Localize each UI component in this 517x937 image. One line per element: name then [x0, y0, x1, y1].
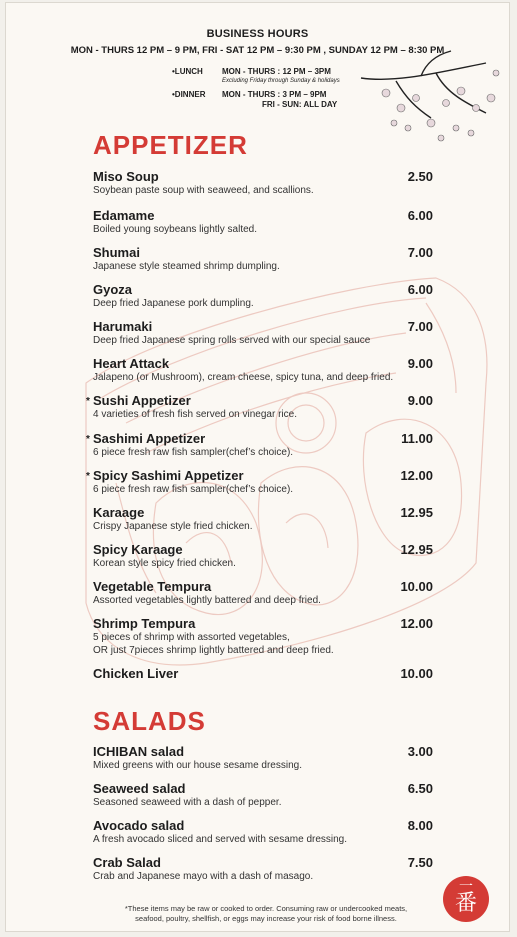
item-price: 12.95 [400, 505, 433, 520]
item-price: 12.00 [400, 468, 433, 483]
item-name: Seaweed salad [93, 781, 186, 796]
item-desc: 6 piece fresh raw fish sampler(chef’s choice). [93, 484, 294, 495]
hours-line: MON - THURS 12 PM – 9 PM, FRI - SAT 12 PM – 9:30 PM , SUNDAY 12 PM – 8:30 PM [70, 45, 445, 56]
item-price: 10.00 [400, 666, 433, 681]
item-name: Sushi Appetizer [93, 393, 191, 408]
menu-item [93, 542, 433, 570]
item-price: 7.00 [407, 245, 433, 260]
item-name: Sashimi Appetizer [93, 431, 206, 446]
item-name: Spicy Sashimi Appetizer [93, 468, 244, 483]
item-name: Shrimp Tempura [93, 616, 196, 631]
menu-item [93, 356, 433, 384]
item-name: Crab Salad [93, 855, 161, 870]
hours-title: BUSINESS HOURS [206, 28, 309, 40]
item-desc: Jalapeno (or Mushroom), cream cheese, spicy tuna, and deep fried. [93, 372, 394, 383]
item-price: 9.00 [407, 356, 433, 371]
menu-item [93, 855, 433, 883]
seal-char-2: 番 [454, 891, 477, 916]
item-name: Harumaki [93, 319, 153, 334]
menu-item [93, 781, 433, 809]
item-price: 2.50 [407, 169, 433, 184]
item-price: 12.95 [400, 542, 433, 557]
item-price: 9.00 [407, 393, 433, 408]
menu-item [93, 319, 433, 347]
item-desc: Japanese style steamed shrimp dumpling. [93, 261, 280, 272]
lunch-note: Excluding Friday through Sunday & holidays [222, 78, 340, 84]
item-name: Avocado salad [93, 818, 185, 833]
seal-char-1: 一 [459, 879, 473, 895]
item-price: 6.50 [407, 781, 433, 796]
item-price: 12.00 [400, 616, 433, 631]
menu-item [93, 666, 433, 681]
item-desc: Boiled young soybeans lightly salted. [93, 224, 257, 235]
menu-item [86, 431, 433, 459]
item-name: Gyoza [93, 282, 133, 297]
ichiban-seal-logo [443, 876, 489, 922]
disclaimer-line-2: seafood, poultry, shellfish, or eggs may increase your risk of food borne illness. [135, 914, 397, 923]
item-price: 10.00 [400, 579, 433, 594]
menu-item [93, 579, 433, 607]
dinner-time: MON - THURS : 3 PM – 9PM [222, 90, 327, 99]
menu-item [93, 505, 433, 533]
menu-item [93, 282, 433, 310]
item-desc: Assorted vegetables lightly battered and deep fried. [93, 595, 321, 606]
item-desc: 6 piece fresh raw fish sampler(chef’s choice). [93, 447, 294, 458]
dinner-label: •DINNER [172, 90, 206, 99]
item-name: ICHIBAN salad [93, 744, 185, 759]
appetizer-title: APPETIZER [93, 130, 248, 160]
cherry-branch [361, 51, 486, 118]
item-name: Edamame [93, 208, 155, 223]
menu-item [93, 818, 433, 846]
menu-item [93, 208, 433, 236]
raw-item-marker: * [86, 434, 90, 445]
item-name: Heart Attack [93, 356, 170, 371]
menu-item [86, 393, 433, 421]
menu-item [93, 169, 433, 197]
salads-title: SALADS [93, 706, 206, 736]
item-name: Chicken Liver [93, 666, 179, 681]
item-price: 8.00 [407, 818, 433, 833]
menu-item [93, 245, 433, 273]
item-desc: Soybean paste soup with seaweed, and scallions. [93, 185, 314, 196]
item-desc: 5 pieces of shrimp with assorted vegetables, [93, 632, 290, 643]
item-price: 6.00 [407, 282, 433, 297]
menu-page [5, 2, 510, 932]
item-price: 6.00 [407, 208, 433, 223]
item-price: 7.50 [407, 855, 433, 870]
item-desc-line2: OR just 7pieces shrimp lightly battered and deep fried. [93, 645, 334, 656]
item-desc: Korean style spicy fried chicken. [93, 558, 236, 569]
item-desc: 4 varieties of fresh fish served on vinegar rice. [93, 409, 297, 420]
item-name: Vegetable Tempura [93, 579, 212, 594]
item-price: 11.00 [401, 431, 433, 446]
item-name: Karaage [93, 505, 145, 520]
item-price: 3.00 [407, 744, 433, 759]
menu-item [86, 468, 433, 496]
raw-item-marker: * [86, 396, 90, 407]
item-desc: Deep fried Japanese spring rolls served with our special sauce [93, 335, 371, 346]
menu-item [93, 744, 433, 772]
business-hours [6, 28, 509, 56]
item-desc: Mixed greens with our house sesame dressing. [93, 760, 302, 771]
item-name: Miso Soup [93, 169, 159, 184]
disclaimer-line-1: *These items may be raw or cooked to order. Consuming raw or undercooked meats, [124, 904, 408, 913]
raw-item-marker: * [86, 471, 90, 482]
item-desc: A fresh avocado sliced and served with sesame dressing. [93, 834, 348, 845]
lunch-time: MON - THURS : 12 PM – 3PM [222, 67, 331, 76]
item-desc: Crab and Japanese mayo with a dash of masago. [93, 871, 314, 882]
item-price: 7.00 [407, 319, 433, 334]
item-desc: Seasoned seaweed with a dash of pepper. [93, 797, 282, 808]
item-desc: Crispy Japanese style fried chicken. [93, 521, 253, 532]
item-name: Shumai [93, 245, 140, 260]
item-name: Spicy Karaage [93, 542, 183, 557]
lunch-label: •LUNCH [172, 67, 203, 76]
dinner-time-weekend: FRI - SUN: ALL DAY [262, 100, 338, 109]
item-desc: Deep fried Japanese pork dumpling. [93, 298, 254, 309]
raw-food-disclaimer [76, 904, 456, 924]
menu-item [93, 616, 433, 657]
